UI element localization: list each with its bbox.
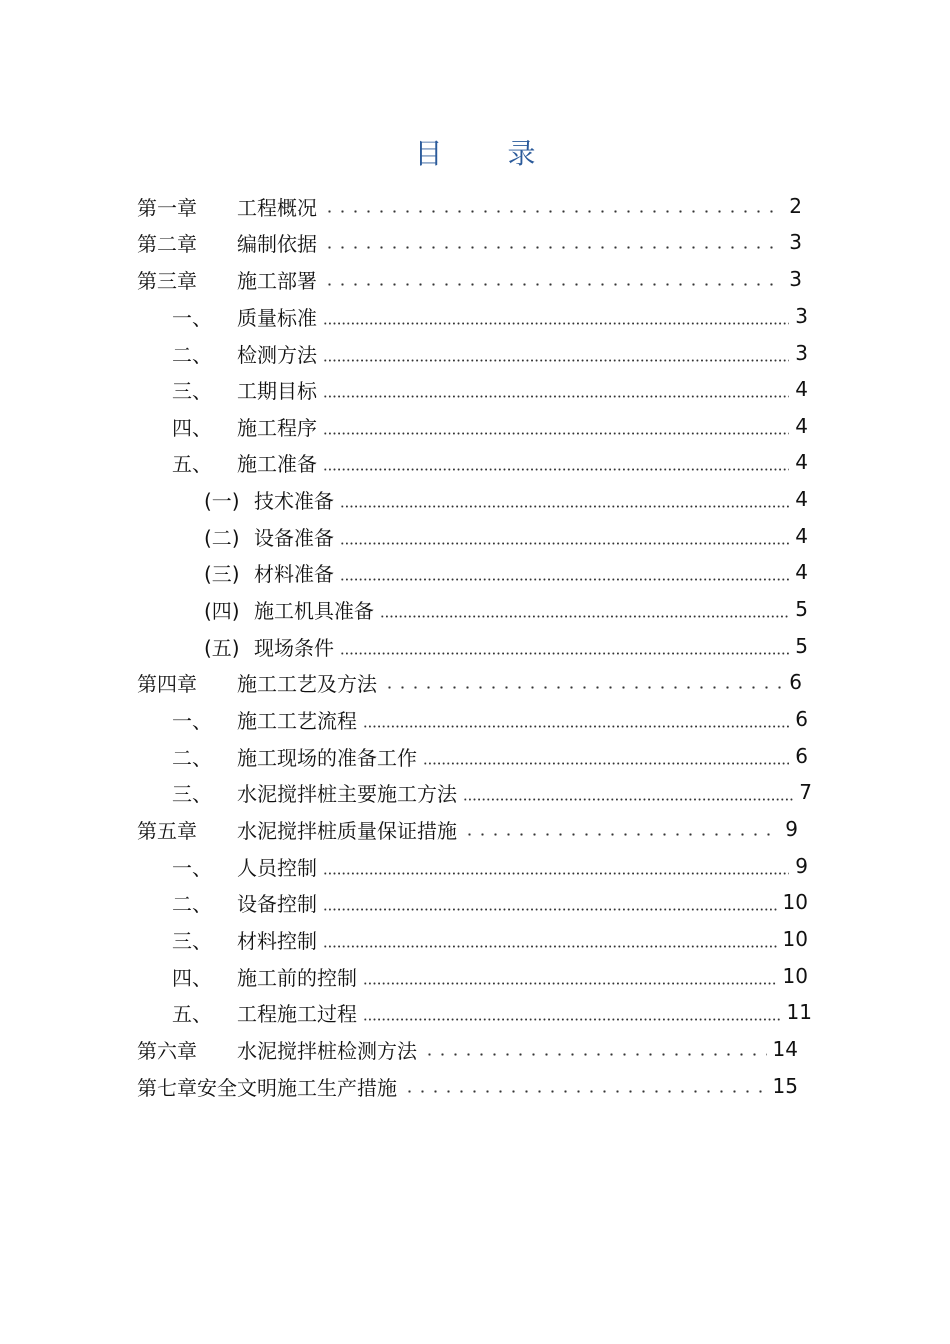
- dot-leader: [423, 762, 789, 765]
- toc-entry-label: 编制依据: [237, 231, 317, 256]
- toc-entry-page: 5: [795, 597, 808, 621]
- toc-entry-page: 4: [795, 450, 808, 474]
- toc-entry-page: 9: [785, 817, 798, 841]
- toc-entry-label: 工期目标: [237, 378, 317, 403]
- toc-entry-number: (二): [204, 525, 240, 550]
- toc-entry-label: 技术准备: [254, 488, 334, 513]
- dot-leader: [323, 908, 777, 911]
- toc-entry-number: 二、: [172, 342, 212, 367]
- dot-leader: [323, 395, 789, 398]
- toc-entry-number: 五、: [172, 451, 212, 476]
- toc-entry-page: 2: [789, 194, 802, 218]
- toc-entry-section[interactable]: [172, 704, 808, 734]
- toc-entry-page: 6: [795, 744, 808, 768]
- toc-entry-label: 施工前的控制: [237, 965, 357, 990]
- toc-entry-subsection[interactable]: [204, 631, 808, 661]
- dot-leader: [363, 725, 789, 728]
- dot-leader: [323, 322, 789, 325]
- toc-entry-section[interactable]: [172, 851, 808, 881]
- toc-entry-label: 施工工艺流程: [237, 708, 357, 733]
- dot-leader: [463, 798, 793, 801]
- toc-entry-label: 材料控制: [237, 928, 317, 953]
- dot-leader: [323, 359, 789, 362]
- toc-entry-section[interactable]: [172, 374, 808, 404]
- toc-entry-label: 水泥搅拌桩主要施工方法: [237, 781, 457, 806]
- toc-entry-label: 现场条件: [254, 635, 334, 660]
- dot-leader: [463, 833, 779, 836]
- toc-entry-label: 检测方法: [237, 342, 317, 367]
- toc-entry-number: 二、: [172, 745, 212, 770]
- toc-entry-page: 4: [795, 487, 808, 511]
- toc-entry-label: 施工机具准备: [254, 598, 374, 623]
- toc-entry-number: 一、: [172, 305, 212, 330]
- toc-entry-number: 第三章: [137, 268, 197, 293]
- toc-entry-section[interactable]: [172, 961, 808, 991]
- dot-leader: [380, 615, 789, 618]
- toc-entry-page: 3: [795, 341, 808, 365]
- toc-entry-label: 设备控制: [237, 891, 317, 916]
- dot-leader: [403, 1090, 767, 1093]
- dot-leader: [363, 1018, 781, 1021]
- toc-entry-chapter[interactable]: [137, 667, 802, 697]
- toc-entry-section[interactable]: [172, 777, 812, 807]
- dot-leader: [340, 578, 789, 581]
- toc-entry-section[interactable]: [172, 741, 808, 771]
- toc-entry-number: 四、: [172, 965, 212, 990]
- toc-entry-label: 施工现场的准备工作: [237, 745, 417, 770]
- toc-entry-page: 11: [786, 1000, 812, 1024]
- dot-leader: [340, 505, 789, 508]
- toc-entry-label: 施工程序: [237, 415, 317, 440]
- dot-leader: [323, 432, 789, 435]
- toc-entry-section[interactable]: [172, 338, 808, 368]
- toc-entry-number: 三、: [172, 378, 212, 403]
- toc-entry-number: 第六章: [137, 1038, 197, 1063]
- toc-entry-page: 7: [799, 780, 812, 804]
- toc-entry-number: (三): [204, 561, 240, 586]
- toc-entry-number: 第五章: [137, 818, 197, 843]
- toc-entry-label: 施工部署: [237, 268, 317, 293]
- toc-entry-chapter[interactable]: [137, 264, 802, 294]
- toc-entry-label: 施工工艺及方法: [237, 671, 377, 696]
- toc-entry-chapter[interactable]: [137, 814, 798, 844]
- toc-entry-page: 4: [795, 524, 808, 548]
- toc-entry-page: 3: [789, 267, 802, 291]
- toc-entry-section[interactable]: [172, 997, 812, 1027]
- toc-entry-number: 三、: [172, 781, 212, 806]
- dot-leader: [323, 210, 783, 213]
- toc-entry-section[interactable]: [172, 924, 808, 954]
- toc-entry-number: 四、: [172, 415, 212, 440]
- dot-leader: [363, 982, 777, 985]
- toc-entry-page: 4: [795, 414, 808, 438]
- toc-entry-subsection[interactable]: [204, 484, 808, 514]
- toc-entry-number: 第二章: [137, 231, 197, 256]
- toc-entry-section[interactable]: [172, 447, 808, 477]
- toc-entry-label: 人员控制: [237, 855, 317, 880]
- toc-entry-label: 水泥搅拌桩检测方法: [237, 1038, 417, 1063]
- toc-entry-label: 设备准备: [254, 525, 334, 550]
- toc-title: 目 录: [414, 137, 564, 170]
- toc-entry-page: 6: [789, 670, 802, 694]
- dot-leader: [340, 652, 789, 655]
- toc-entry-chapter[interactable]: [137, 227, 802, 257]
- toc-entry-label: 工程概况: [237, 195, 317, 220]
- toc-entry-number: 第一章: [137, 195, 197, 220]
- toc-entry-label: 安全文明施工生产措施: [197, 1075, 397, 1100]
- toc-entry-page: 4: [795, 377, 808, 401]
- dot-leader: [383, 686, 783, 689]
- dot-leader: [323, 283, 783, 286]
- toc-entry-number: 第七章: [137, 1075, 197, 1100]
- toc-entry-chapter[interactable]: [137, 1071, 798, 1101]
- toc-entry-label: 水泥搅拌桩质量保证措施: [237, 818, 457, 843]
- toc-entry-subsection[interactable]: [204, 521, 808, 551]
- toc-entry-label: 施工准备: [237, 451, 317, 476]
- toc-entry-number: 二、: [172, 891, 212, 916]
- toc-entry-number: (五): [204, 635, 240, 660]
- toc-entry-label: 工程施工过程: [237, 1001, 357, 1026]
- toc-entry-page: 4: [795, 560, 808, 584]
- toc-entry-number: (一): [204, 488, 240, 513]
- toc-entry-number: 五、: [172, 1001, 212, 1026]
- toc-entry-page: 10: [782, 964, 808, 988]
- dot-leader: [423, 1053, 767, 1056]
- toc-entry-subsection[interactable]: [204, 557, 808, 587]
- toc-entry-number: 三、: [172, 928, 212, 953]
- toc-entry-section[interactable]: [172, 411, 808, 441]
- dot-leader: [323, 872, 789, 875]
- toc-entry-chapter[interactable]: [137, 1034, 798, 1064]
- dot-leader: [323, 468, 789, 471]
- toc-entry-chapter[interactable]: [137, 191, 802, 221]
- toc-entry-number: 一、: [172, 708, 212, 733]
- toc-entry-page: 10: [782, 927, 808, 951]
- toc-entry-section[interactable]: [172, 301, 808, 331]
- toc-entry-page: 5: [795, 634, 808, 658]
- toc-entry-number: 一、: [172, 855, 212, 880]
- toc-entry-page: 3: [789, 230, 802, 254]
- toc-entry-number: 第四章: [137, 671, 197, 696]
- toc-entry-page: 10: [782, 890, 808, 914]
- toc-entry-page: 14: [772, 1037, 798, 1061]
- toc-entry-page: 9: [795, 854, 808, 878]
- toc-entry-page: 6: [795, 707, 808, 731]
- toc-entry-number: (四): [204, 598, 240, 623]
- toc-entry-section[interactable]: [172, 887, 808, 917]
- toc-entry-page: 3: [795, 304, 808, 328]
- dot-leader: [323, 246, 783, 249]
- toc-entry-page: 15: [772, 1074, 798, 1098]
- dot-leader: [323, 945, 777, 948]
- toc-entry-subsection[interactable]: [204, 594, 808, 624]
- dot-leader: [340, 542, 789, 545]
- toc-entry-label: 材料准备: [254, 561, 334, 586]
- toc-entry-label: 质量标准: [237, 305, 317, 330]
